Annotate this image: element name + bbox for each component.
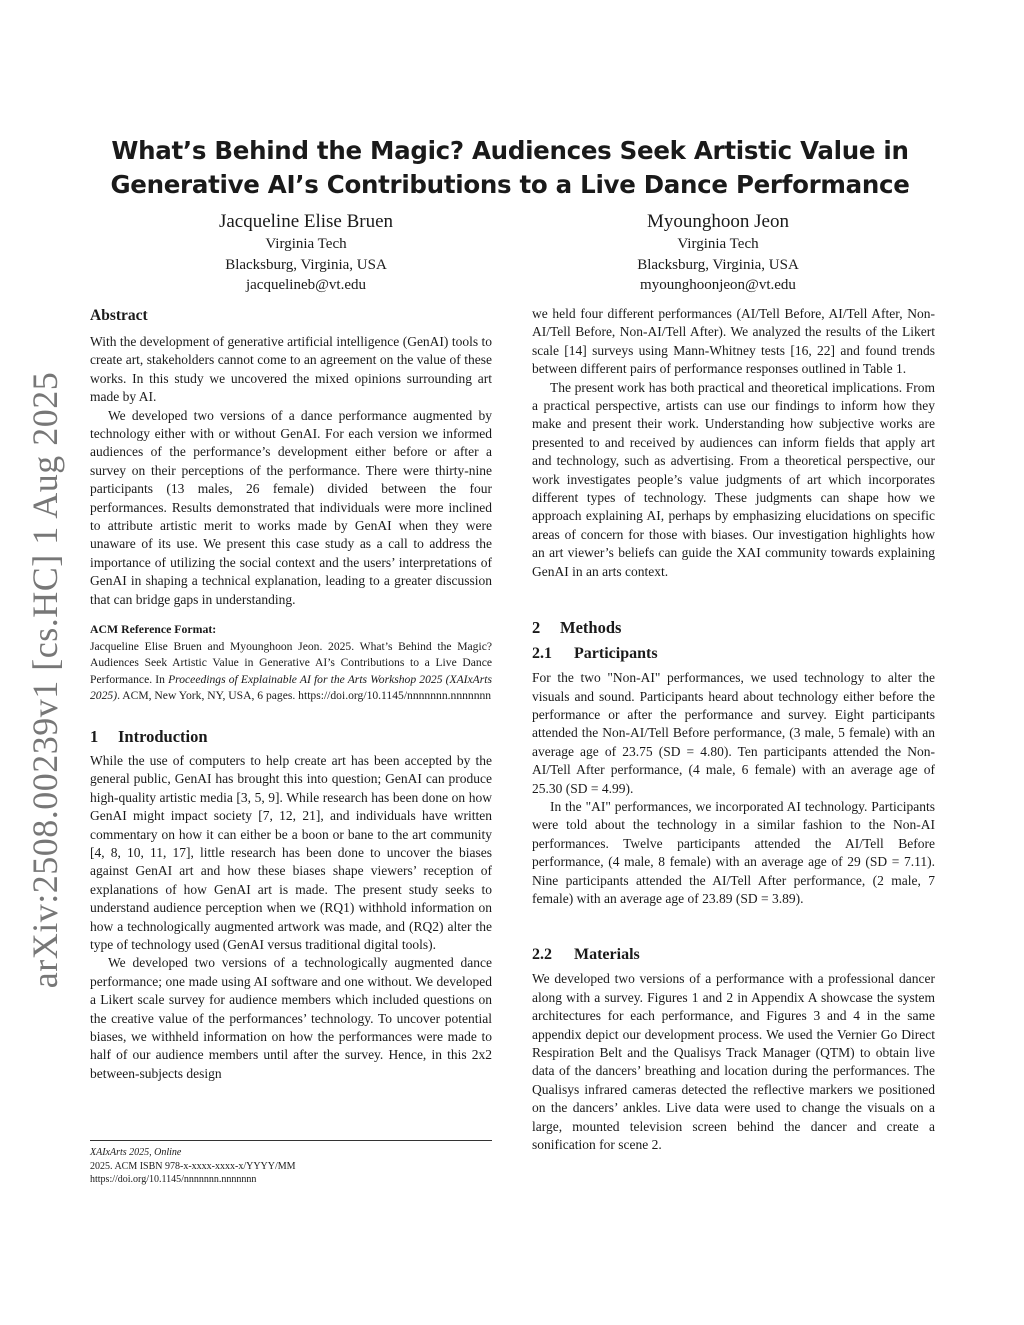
footnote-venue: XAIxArts 2025, Online — [90, 1147, 182, 1158]
author-location: Blacksburg, Virginia, USA — [225, 256, 387, 273]
intro-paragraph-4: The present work has both practical and theoretical implications. From a practical perspective, artists can use our findings to inform how they make and present their work. Understanding how subjective works are presented to and received by audiences can inform fields that apply art and technology, such as advertising. From a theoretical perspective, our work investigates people’s value judgments of art which incorporates different types of technology. These judgments can shape how we approach explaining AI, perhaps by emphasizing elucidations on specific areas of concern for those with biases. Our investigation highlights how an art viewer’s beliefs can guide the XAI community towards explaining GenAI in an arts context. — [532, 379, 935, 579]
acm-reference — [90, 621, 492, 704]
section-title: Introduction — [118, 726, 208, 746]
arxiv-id: arXiv:2508.00239v1 [cs.HC] 1 Aug 2025 — [25, 371, 65, 989]
methods-heading — [532, 617, 935, 639]
intro-paragraph-3: we held four different performances (AI/Tell Before, AI/Tell After, Non-AI/Tell Before, Non-AI/Tell After). We analyzed the results of the Likert scale [14] surveys using Mann-Whitney tests [16, 22] and found trends between different pairs of performance responses outlined in Table 1. — [532, 306, 935, 377]
footnote-isbn: 2025. ACM ISBN 978-x-xxxx-xxxx-x/YYYY/MM — [90, 1160, 296, 1172]
abstract-paragraph-2: We developed two versions of a dance performance augmented by technology either with or without GenAI. For each version we informed audiences of the performance’s development either before or after a survey on their perceptions of the performance. There were thirty-nine participants (13 males, 26 female) divided between the four performances. Results demonstrated that individuals were more inclined to attribute artistic merit to works made by GenAI when they were unaware of its use. We present this case study as a call to address the importance of utilizing the social context and the users’ interpretations of GenAI in shaping a technical explanation, leading to a greater discussion that can bridge gaps in understanding. — [90, 407, 492, 607]
acm-reference-suffix: . ACM, New York, NY, USA, 6 pages. https://doi.org/10.1145/nnnnnnn.nnnnnnn — [117, 688, 492, 702]
section-number: 1 — [90, 726, 99, 746]
abstract-paragraph-1: With the development of generative artificial intelligence (GenAI) tools to create art, stakeholders cannot come to an agreement on the value of these works. In this study we uncovered the mixed opinions surrounding art made by AI. — [90, 334, 492, 405]
author-block-1 — [146, 210, 466, 296]
participants-paragraph-1: For the two "Non-AI" performances, we used technology to alter the visuals and sound. Participants heard about technology either before the performance or after the performance and survey. Eight participants attended the Non-AI/Tell Before performance, (3 male, 5 female) with an average age of 23.75 (SD = 4.80). Ten participants attended the Non-AI/Tell After performance, (4 male, 6 female) with an average age of 25.30 (SD = 4.99). — [532, 670, 935, 796]
author-affiliation: Virginia Tech — [265, 236, 347, 252]
footnote-divider — [90, 1140, 492, 1141]
author-email[interactable]: jacquelineb@vt.edu — [245, 277, 367, 293]
arxiv-stamp — [10, 371, 80, 989]
author-name: Jacqueline Elise Bruen — [218, 211, 394, 232]
title-line-2: Generative AI’s Contributions to a Live Dance Performance — [110, 170, 910, 199]
subsection-title: Participants — [574, 645, 658, 663]
participants-heading — [532, 643, 935, 665]
left-column — [90, 305, 492, 1083]
participants-paragraph-2: In the "AI" performances, we incorporated AI technology. Participants were told about the technology in a similar fashion to the Non-AI performances. Twelve participants attended the AI/Tell Before performance, (4 male, 8 female) with an average age of 29 (SD = 7.11). Nine participants attended the AI/Tell After performance, (2 male, 7 female) with an average age of 23.89 (SD = 3.89). — [532, 798, 935, 906]
subsection-number: 2.2 — [532, 946, 552, 964]
subsection-number: 2.1 — [532, 645, 552, 663]
acm-reference-heading: ACM Reference Format: — [90, 622, 217, 637]
materials-paragraph-1: We developed two versions of a performance with a professional dancer along with a survey. Figures 1 and 2 in Appendix A showcase the system architectures for each performance, and Figures 3 and 4 in the same appendix depict our development process. We used the Vernier Go Direct Respiration Belt and the Qualisys Track Manager (QTM) to obtain live data of the dancers’ breathing and location during the performances. The Qualisys infrared cameras detected the reflective markers we positioned on the dancers’ ankles. Live data were used to change the visuals on a large, mounted television screen behind the dancer and create a sonification for scene 2. — [532, 971, 935, 1153]
abstract-heading: Abstract — [90, 307, 148, 324]
footnote-doi[interactable]: https://doi.org/10.1145/nnnnnnn.nnnnnnn — [90, 1174, 257, 1185]
acm-reference-venue: Proceedings of Explainable AI for the Arts Workshop 2025 (XAIxArts 2025) — [90, 672, 492, 702]
introduction-heading — [90, 726, 492, 748]
author-location: Blacksburg, Virginia, USA — [637, 256, 799, 273]
title-line-1: What’s Behind the Magic? Audiences Seek Artistic Value in — [111, 136, 909, 165]
author-affiliation: Virginia Tech — [677, 236, 759, 252]
right-column — [532, 305, 935, 1154]
acm-reference-prefix: Jacqueline Elise Bruen and Myounghoon Jeon. 2025. What’s Behind the Magic? Audiences Seek Artistic Value in Generative AI’s Contributions to a Live Dance Performance. In — [90, 640, 492, 686]
author-email[interactable]: myounghoonjeon@vt.edu — [640, 277, 796, 293]
subsection-title: Materials — [574, 946, 640, 964]
footnote-block — [90, 1140, 492, 1187]
author-block-2 — [558, 210, 878, 296]
materials-heading — [532, 944, 935, 966]
acm-reference-text — [90, 639, 492, 704]
section-number: 2 — [532, 618, 541, 638]
section-title: Methods — [560, 618, 622, 638]
author-name: Myounghoon Jeon — [647, 211, 789, 232]
paper-title — [90, 134, 930, 202]
title-block — [90, 134, 930, 202]
intro-paragraph-1: While the use of computers to help create art has been accepted by the general public, GenAI has brought this into question; GenAI can produce high-quality artistic media [3, 5, 9]. While research has been done on how GenAI might impact society [7, 12, 21], and individuals have written commentary on how it can either be a boon or bane to the art community [4, 8, 10, 11, 17], little research has been done to uncover the biases against GenAI art and how these biases shape viewers’ reception of explanations of how GenAI art is made. The present study seeks to understand audience perception when we (RQ1) withhold information on how a technologically augmented artwork was made, and (RQ2) alter the type of technology used (GenAI versus traditional digital tools). — [90, 752, 492, 952]
intro-paragraph-2: We developed two versions of a technologically augmented dance performance; one made using AI software and one without. We developed a Likert scale survey for audience members which included questions on the creative value of the performances’ technology. To uncover potential biases, we withheld information on how the performances were made to half of our audience members until after the survey. Hence, in this 2x2 between-subjects design — [90, 955, 492, 1081]
